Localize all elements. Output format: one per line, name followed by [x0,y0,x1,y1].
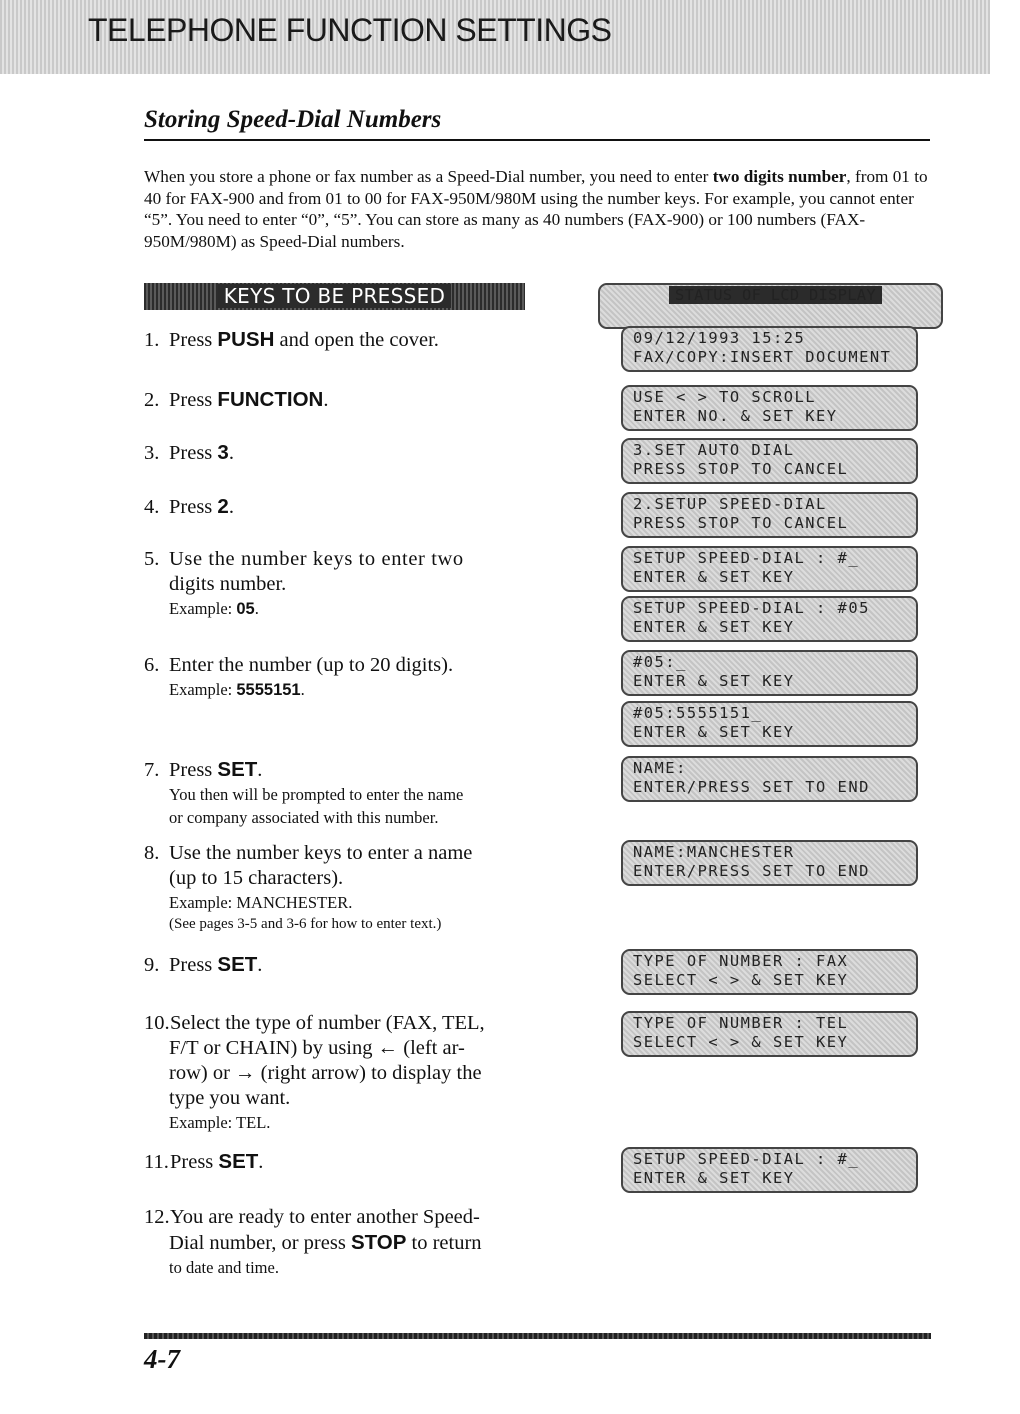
step-number: 11. [144,1151,169,1173]
lcd-line-2: PRESS STOP TO CANCEL [633,514,849,532]
step-text: Press [169,954,218,976]
step-example [144,678,534,702]
lcd-line-2: SELECT < > & SET KEY [633,1033,849,1051]
lcd-display-4 [621,492,918,538]
step-text: . [257,954,263,976]
step-number: 8. [144,842,160,864]
key-label: PUSH [217,328,275,351]
step-number: 4. [144,496,160,518]
example-value: 05 [236,600,255,618]
lcd-line-1: SETUP SPEED-DIAL : #_ [633,1150,860,1168]
step-text: . [323,389,329,411]
lcd-line-1: 09/12/1993 15:25 [633,329,806,347]
lcd-line-1: #05:_ [633,653,687,671]
lcd-display-12 [621,1011,918,1057]
lcd-column-header [598,283,943,329]
step-number: 3. [144,442,160,464]
lcd-display-2 [621,385,918,431]
intro-bold: two digits number [712,167,847,186]
step-text: and open the cover. [274,329,439,351]
step-note: or company associated with this number. [169,808,439,827]
key-label: 3 [217,441,229,464]
step-text: Use the number keys to enter two [169,548,464,570]
step-8 [144,841,534,934]
lcd-display-11 [621,949,918,995]
key-label: STOP [350,1231,407,1254]
step-text-part: to return [406,1232,482,1254]
key-label: 2 [217,495,229,518]
step-text: Press [170,1151,219,1173]
step-text: Press [169,759,218,781]
lcd-line-1: SETUP SPEED-DIAL : #05 [633,599,870,617]
step-number: 6. [144,654,160,676]
step-6 [144,653,534,702]
lcd-line-1: NAME: [633,759,687,777]
lcd-display-9 [621,756,918,802]
step-text: Use the number keys to enter a name [169,842,473,864]
step-text: Press [169,496,218,518]
step-text: F/T or CHAIN) by using ← (left ar- [169,1037,465,1059]
example-label: Example: [169,680,237,699]
step-number: 9. [144,954,160,976]
key-label: SET [217,953,258,976]
step-text: . [258,1151,264,1173]
example-label: Example: [169,599,237,618]
lcd-display-8 [621,701,918,747]
lcd-line-2: ENTER/PRESS SET TO END [633,778,870,796]
lcd-line-2: ENTER & SET KEY [633,568,795,586]
step-text [144,1230,534,1256]
lcd-line-2: ENTER & SET KEY [633,723,795,741]
step-note: You then will be prompted to enter the name [169,785,464,804]
step-example: Example: MANCHESTER. [169,893,353,912]
lcd-display-7 [621,650,918,696]
example-end: . [300,680,305,699]
example-end: . [254,599,259,618]
step-number: 5. [144,548,160,570]
lcd-line-1: TYPE OF NUMBER : FAX [633,952,849,970]
step-9 [144,952,534,978]
key-label: SET [218,1150,259,1173]
section-divider [144,139,930,141]
lcd-display-5 [621,546,918,592]
step-2 [144,387,534,413]
lcd-line-1: USE < > TO SCROLL [633,388,817,406]
step-text: row) or → (right arrow) to display the [169,1062,482,1084]
step-10 [144,1011,534,1134]
lcd-line-2: ENTER & SET KEY [633,672,795,690]
step-11 [144,1149,534,1175]
step-text: Select the type of number (FAX, TEL, [170,1012,485,1034]
step-text: type you want. [169,1087,291,1109]
lcd-column-header-label: STATUS OF LCD DISPLAY [669,286,882,304]
step-5 [144,547,534,621]
step-1 [144,327,534,353]
lcd-line-2: FAX/COPY:INSERT DOCUMENT [633,348,892,366]
step-number: 12. [144,1206,170,1228]
lcd-line-1: NAME:MANCHESTER [633,843,795,861]
step-number: 1. [144,329,160,351]
lcd-display-1 [621,326,918,372]
lcd-display-10 [621,840,918,886]
page-number: 4-7 [144,1344,180,1374]
step-text: Press [169,329,218,351]
lcd-display-3 [621,438,918,484]
lcd-line-2: ENTER/PRESS SET TO END [633,862,870,880]
section-title: Storing Speed-Dial Numbers [144,106,442,133]
step-text-part: Dial number, or press [169,1232,351,1254]
step-note: (See pages 3-5 and 3-6 for how to enter text.) [169,916,442,932]
step-text: Press [169,389,218,411]
step-text: . [228,496,234,518]
lcd-line-2: SELECT < > & SET KEY [633,971,849,989]
lcd-line-2: PRESS STOP TO CANCEL [633,460,849,478]
step-number: 10. [144,1012,170,1034]
step-7 [144,757,534,829]
step-text: (up to 15 characters). [169,867,344,889]
lcd-line-2: ENTER NO. & SET KEY [633,407,838,425]
step-text: You are ready to enter another Speed- [170,1206,480,1228]
step-number: 2. [144,389,160,411]
lcd-line-1: TYPE OF NUMBER : TEL [633,1014,849,1032]
step-note: to date and time. [169,1258,279,1277]
lcd-line-1: #05:5555151_ [633,704,763,722]
lcd-line-2: ENTER & SET KEY [633,1169,795,1187]
lcd-line-1: SETUP SPEED-DIAL : #_ [633,549,860,567]
step-text: Enter the number (up to 20 digits). [169,654,454,676]
lcd-line-2: ENTER & SET KEY [633,618,795,636]
step-number: 7. [144,759,160,781]
step-text: digits number. [169,573,287,595]
step-text: . [257,759,263,781]
lcd-display-13 [621,1147,918,1193]
step-12 [144,1205,534,1279]
footer-divider [144,1333,931,1339]
key-label: SET [217,758,258,781]
lcd-line-1: 3.SET AUTO DIAL [633,441,795,459]
step-example [144,597,534,621]
example-value: 5555151 [236,681,301,699]
step-3 [144,440,534,466]
intro-text-1: When you store a phone or fax number as a Speed-Dial number, you need to enter [144,167,713,186]
intro-paragraph [144,166,934,252]
step-text: . [228,442,234,464]
keys-column-header-label: KEYS TO BE PRESSED [218,284,451,308]
step-4 [144,494,534,520]
intro-text-2: , from 01 to 40 for FAX-900 and from 01 to 00 for FAX-950M/980M using the number keys. For example, you cannot enter “5”. You need to enter “0”, “5”. You can store as many as 40 numbers (FAX-900) or 100 numbers (FAX-950M/980M) as Speed-Dial numbers. [144,167,928,251]
lcd-line-1: 2.SETUP SPEED-DIAL [633,495,827,513]
keys-column-header [144,283,525,310]
lcd-display-6 [621,596,918,642]
step-text: Press [169,442,218,464]
step-example: Example: TEL. [169,1113,271,1132]
key-label: FUNCTION [217,388,324,411]
page-header-title: TELEPHONE FUNCTION SETTINGS [88,12,612,48]
